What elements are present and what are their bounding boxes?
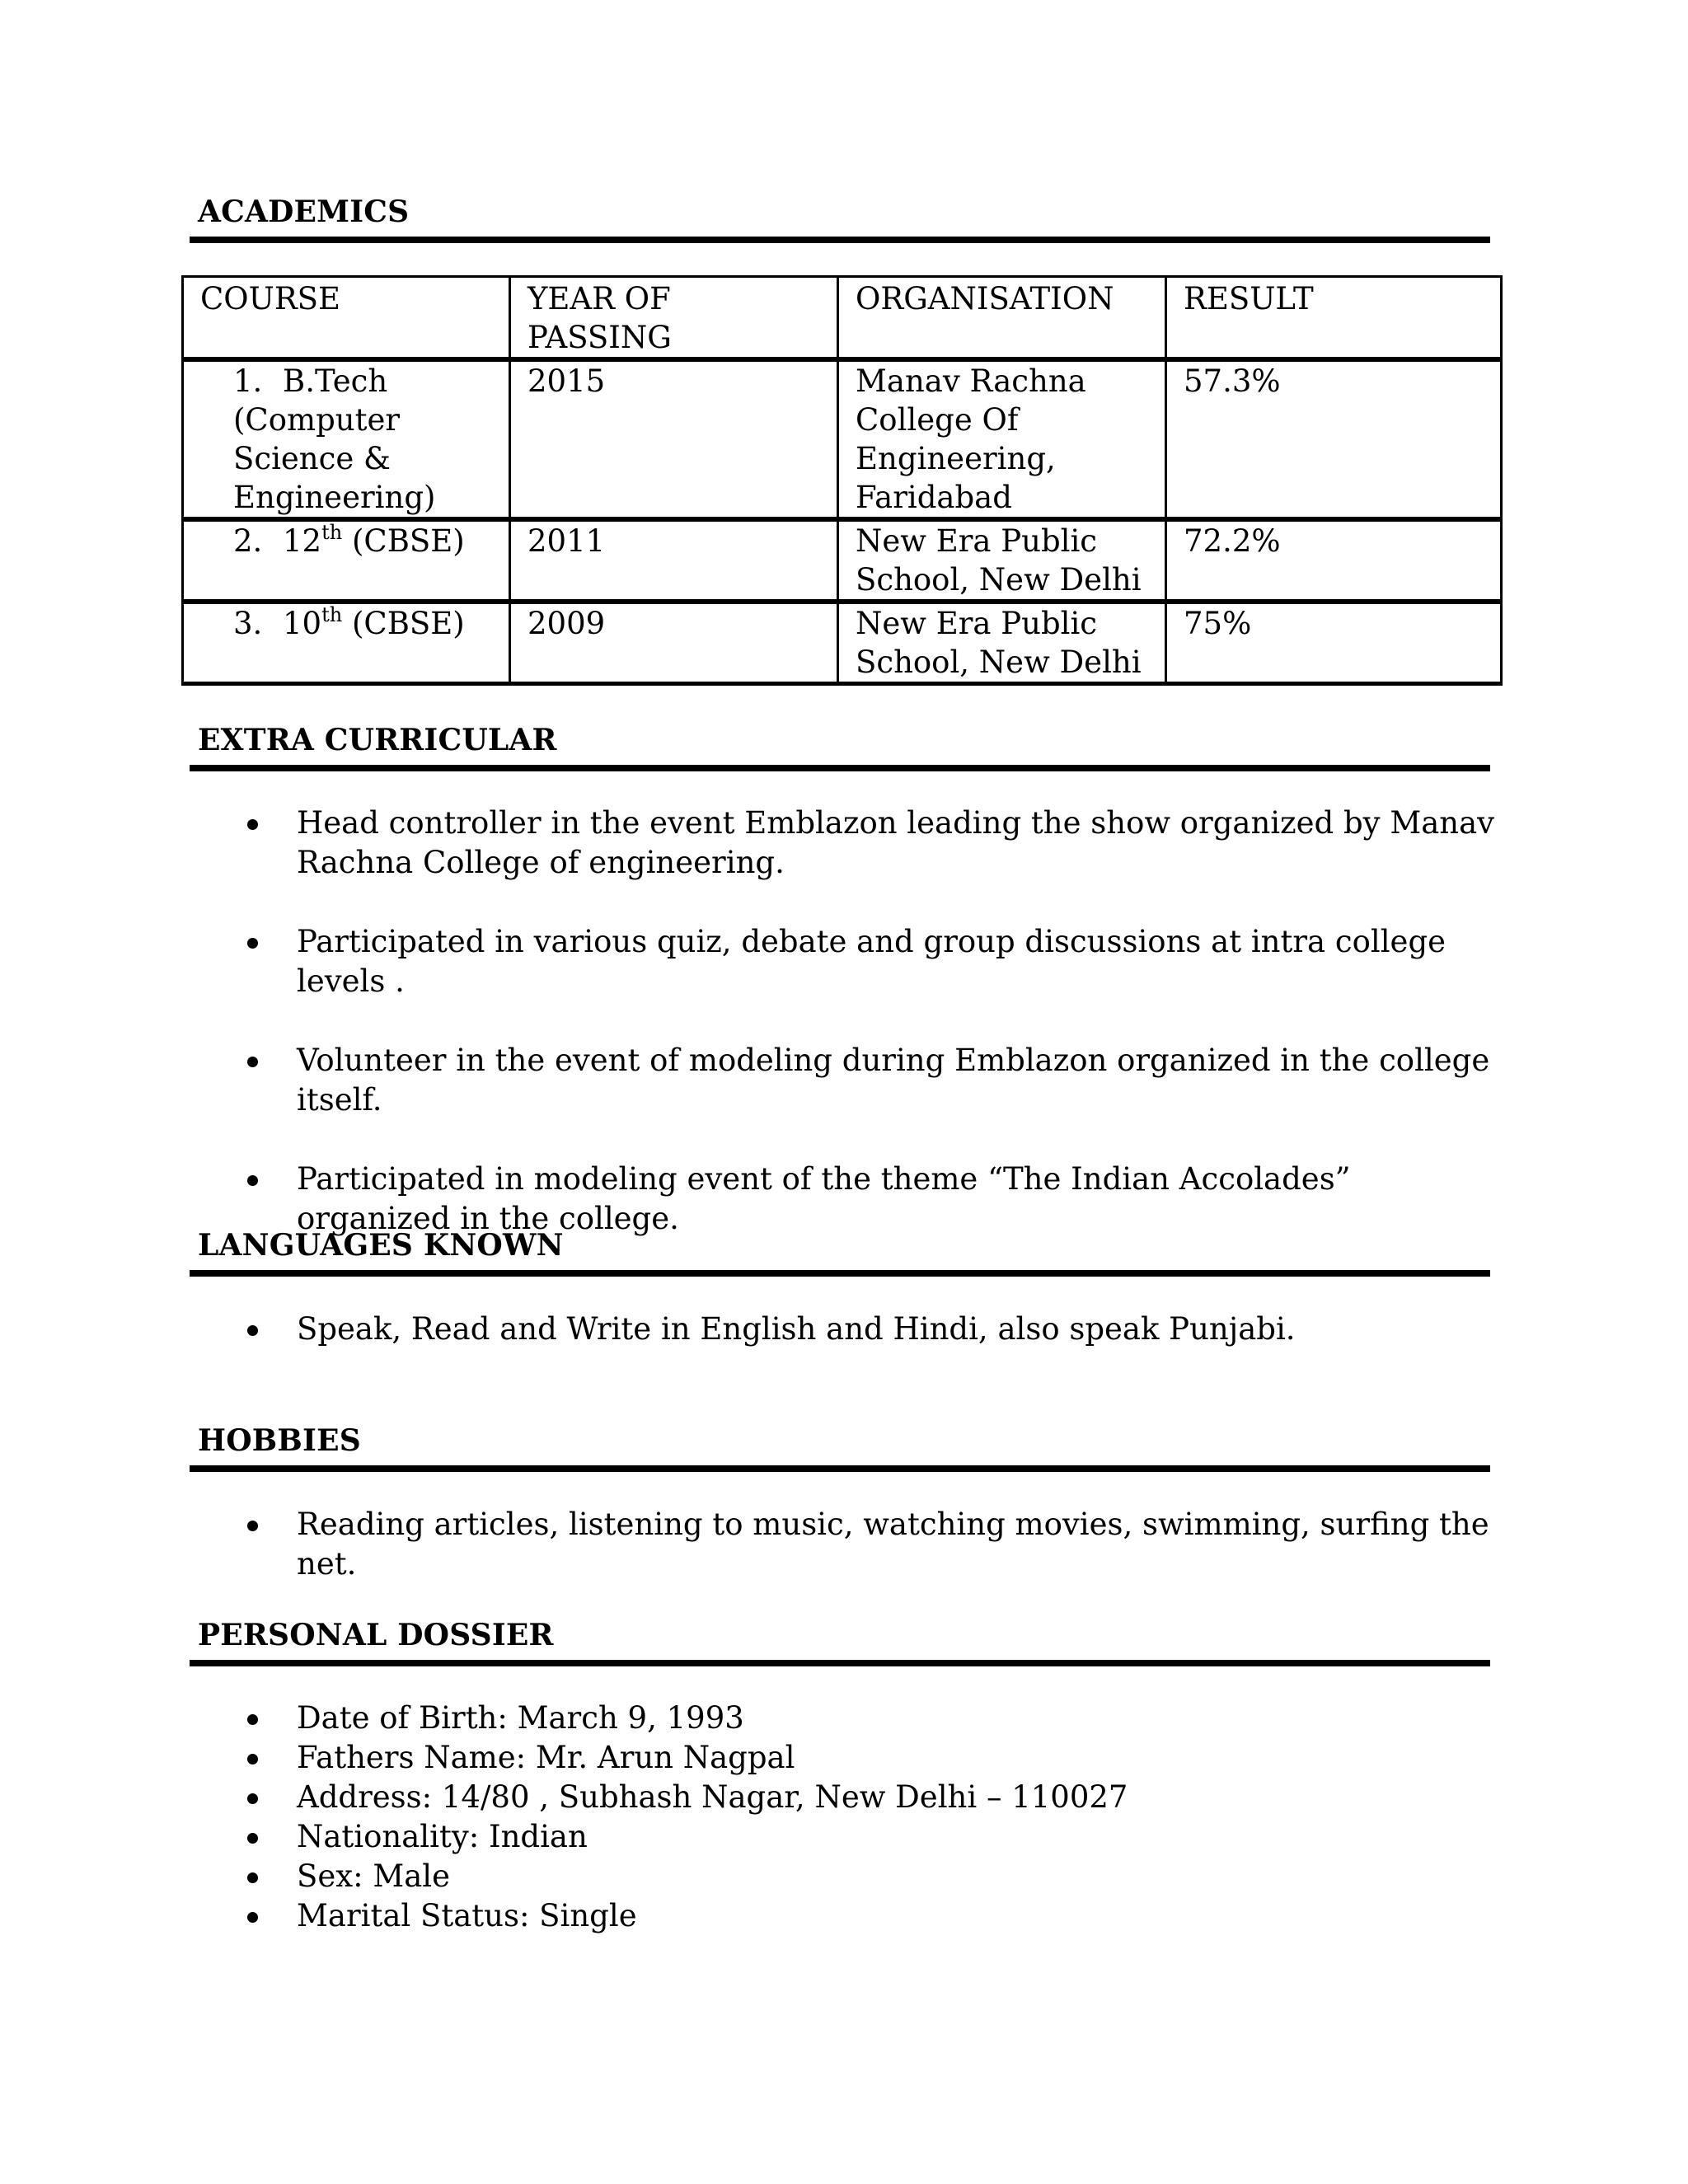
list-item: Head controller in the event Emblazon leading the show organized by Manav Rachna College of engineering.: [247, 804, 1500, 883]
languages-rule: [190, 1270, 1490, 1277]
organisation-cell: New Era Public School, New Delhi: [838, 602, 1166, 684]
year-cell: 2015: [510, 359, 838, 519]
course-board: (CBSE): [342, 523, 465, 559]
course-name: 12: [283, 523, 322, 559]
result-cell: 75%: [1166, 602, 1502, 684]
course-cell: [183, 602, 510, 684]
course-name: B.Tech (Computer Science & Engineering): [233, 363, 436, 515]
row-number: 3.: [233, 606, 263, 641]
header-organisation: ORGANISATION: [838, 277, 1166, 360]
table-header-row: [183, 277, 1502, 360]
table-row: [183, 519, 1502, 602]
organisation-cell: Manav Rachna College Of Engineering, Faridabad: [838, 359, 1166, 519]
languages-heading: LANGUAGES KNOWN: [198, 1228, 564, 1263]
list-item: Participated in modeling event of the theme “The Indian Accolades” organized in the college.: [247, 1160, 1500, 1239]
list-item: Fathers Name: Mr. Arun Nagpal: [247, 1738, 1500, 1778]
hobbies-rule: [190, 1465, 1490, 1472]
list-item: Marital Status: Single: [247, 1896, 1500, 1936]
hobbies-list: [247, 1505, 1500, 1584]
personal-dossier-rule: [190, 1660, 1490, 1666]
personal-dossier-list: [247, 1699, 1500, 1936]
list-item: Sex: Male: [247, 1857, 1500, 1896]
list-item: Participated in various quiz, debate and group discussions at intra college levels .: [247, 922, 1500, 1001]
row-number: 2.: [233, 523, 263, 559]
result-cell: 72.2%: [1166, 519, 1502, 602]
list-item: Nationality: Indian: [247, 1817, 1500, 1857]
course-cell: [183, 359, 510, 519]
course-superscript: th: [321, 602, 343, 626]
year-cell: 2011: [510, 519, 838, 602]
academics-heading: ACADEMICS: [198, 194, 410, 229]
header-result: RESULT: [1166, 277, 1502, 360]
list-item: Reading articles, listening to music, watching movies, swimming, surfing the net.: [247, 1505, 1500, 1584]
course-name: 10: [283, 606, 322, 641]
academics-table: [181, 275, 1503, 686]
result-cell: 57.3%: [1166, 359, 1502, 519]
extra-curricular-list: [247, 804, 1500, 1239]
row-number: 1.: [233, 363, 263, 399]
year-cell: 2009: [510, 602, 838, 684]
table-row: [183, 602, 1502, 684]
extra-curricular-heading: EXTRA CURRICULAR: [198, 723, 557, 757]
header-course: COURSE: [183, 277, 510, 360]
course-board: (CBSE): [342, 606, 465, 641]
organisation-cell: New Era Public School, New Delhi: [838, 519, 1166, 602]
extra-curricular-rule: [190, 765, 1490, 771]
languages-list: [247, 1310, 1500, 1349]
course-superscript: th: [321, 520, 343, 544]
table-row: [183, 359, 1502, 519]
academics-rule: [190, 237, 1490, 243]
list-item: Speak, Read and Write in English and Hindi, also speak Punjabi.: [247, 1310, 1500, 1349]
course-cell: [183, 519, 510, 602]
list-item: Volunteer in the event of modeling during Emblazon organized in the college itself.: [247, 1041, 1500, 1120]
personal-dossier-heading: PERSONAL DOSSIER: [198, 1618, 554, 1652]
list-item: Date of Birth: March 9, 1993: [247, 1699, 1500, 1738]
list-item: Address: 14/80 , Subhash Nagar, New Delhi – 110027: [247, 1778, 1500, 1817]
hobbies-heading: HOBBIES: [198, 1423, 361, 1458]
header-year: YEAR OF PASSING: [510, 277, 838, 360]
